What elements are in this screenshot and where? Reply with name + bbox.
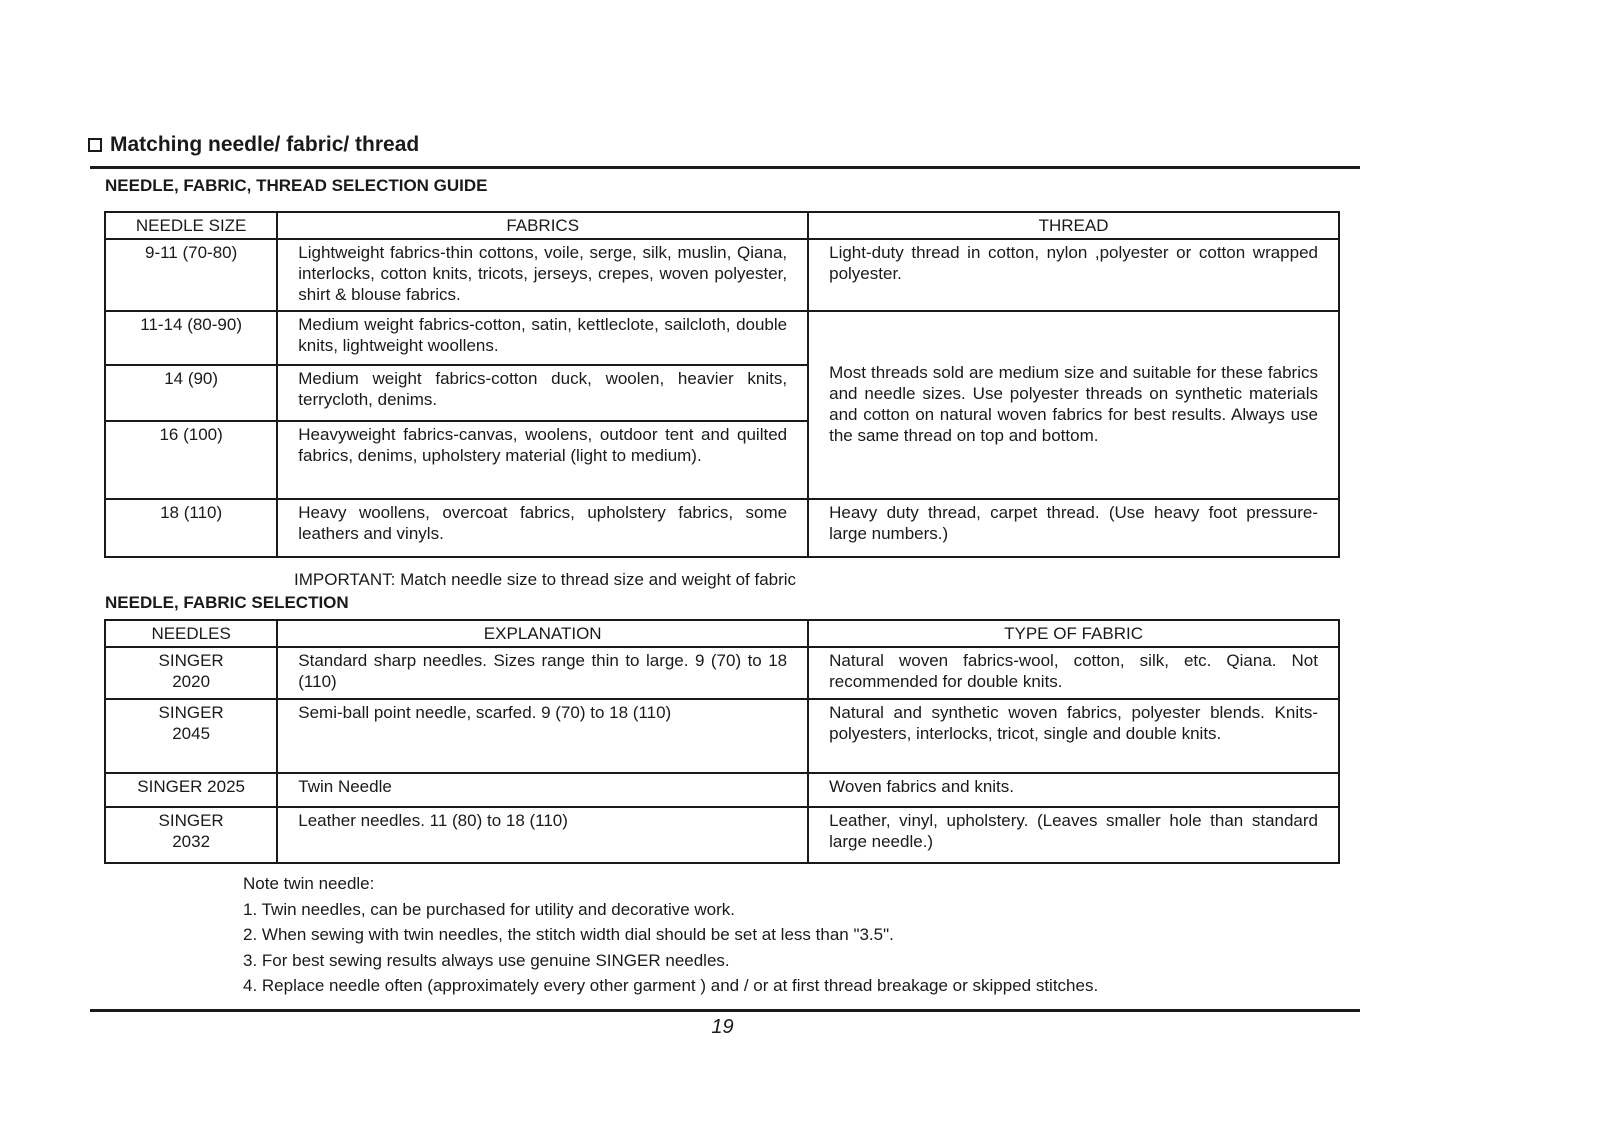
table-row — [105, 499, 1339, 557]
note-item: 1. Twin needles, can be purchased for utility and decorative work. — [243, 899, 736, 919]
table-row — [105, 311, 1339, 365]
fabric-type-cell: Leather, vinyl, upholstery. (Leaves smaller hole than standard large needle.) — [808, 807, 1339, 863]
fabrics-cell: Medium weight fabrics-cotton, satin, kettleclote, sailcloth, double knits, lightweight woollens. — [277, 311, 808, 365]
table-row — [105, 773, 1339, 807]
section-heading — [88, 133, 419, 157]
header-needle-size: NEEDLE SIZE — [105, 212, 277, 239]
needle-size-cell: 11-14 (80-90) — [105, 311, 277, 365]
fabric-type-cell: Natural and synthetic woven fabrics, polyester blends. Knits-polyesters, interlocks, tricot, single and double knits. — [808, 699, 1339, 773]
page-number: 19 — [711, 1016, 734, 1038]
table-header-row — [105, 212, 1339, 239]
header-fabrics: FABRICS — [277, 212, 808, 239]
header-explanation: EXPLANATION — [277, 620, 808, 647]
important-note: IMPORTANT: Match needle size to thread size and weight of fabric — [294, 570, 797, 589]
needle-size-cell: 16 (100) — [105, 421, 277, 499]
section-heading-text: Matching needle/ fabric/ thread — [110, 133, 420, 156]
explanation-cell: Leather needles. 11 (80) to 18 (110) — [277, 807, 808, 863]
table-header-row — [105, 620, 1339, 647]
header-thread: THREAD — [808, 212, 1339, 239]
fabrics-cell: Medium weight fabrics-cotton duck, woolen, heavier knits, terrycloth, denims. — [277, 365, 808, 421]
note-item: 3. For best sewing results always use genuine SINGER needles. — [243, 950, 730, 970]
needle-size-cell: 14 (90) — [105, 365, 277, 421]
twin-needle-notes — [243, 871, 1098, 999]
selection-title: NEEDLE, FABRIC SELECTION — [105, 593, 349, 612]
fabric-type-cell: Woven fabrics and knits. — [808, 773, 1339, 807]
bottom-divider — [90, 1009, 1360, 1012]
needle-fabric-selection-table — [104, 619, 1340, 864]
explanation-cell: Standard sharp needles. Sizes range thin to large. 9 (70) to 18 (110) — [277, 647, 808, 699]
needle-size-cell: 9-11 (70-80) — [105, 239, 277, 311]
notes-title: Note twin needle: — [243, 874, 375, 893]
table-row — [105, 807, 1339, 863]
explanation-cell: Twin Needle — [277, 773, 808, 807]
guide-title: NEEDLE, FABRIC, THREAD SELECTION GUIDE — [105, 176, 488, 195]
needle-cell: SINGER 2045 — [105, 699, 277, 773]
fabrics-cell: Heavyweight fabrics-canvas, woolens, outdoor tent and quilted fabrics, denims, upholstery material (light to medium). — [277, 421, 808, 499]
needle-size-cell: 18 (110) — [105, 499, 277, 557]
table-row — [105, 647, 1339, 699]
needle-cell: SINGER 2032 — [105, 807, 277, 863]
header-needles: NEEDLES — [105, 620, 277, 647]
fabrics-cell: Heavy woollens, overcoat fabrics, upholstery fabrics, some leathers and vinyls. — [277, 499, 808, 557]
needle-fabric-thread-table — [104, 211, 1340, 558]
thread-cell: Light-duty thread in cotton, nylon ,polyester or cotton wrapped polyester. — [808, 239, 1339, 311]
needle-cell: SINGER 2025 — [105, 773, 277, 807]
needle-cell: SINGER 2020 — [105, 647, 277, 699]
note-item: 2. When sewing with twin needles, the stitch width dial should be set at less than "3.5". — [243, 925, 894, 944]
header-type-of-fabric: TYPE OF FABRIC — [808, 620, 1339, 647]
checkbox-icon — [88, 138, 102, 152]
fabric-type-cell: Natural woven fabrics-wool, cotton, silk, etc. Qiana. Not recommended for double knits. — [808, 647, 1339, 699]
top-divider — [90, 166, 1360, 169]
fabrics-cell: Lightweight fabrics-thin cottons, voile, serge, silk, muslin, Qiana, interlocks, cotton knits, tricots, jerseys, crepes, woven polyester, shirt & blouse fabrics. — [277, 239, 808, 311]
note-item: 4. Replace needle often (approximately every other garment ) and / or at first thread breakage or skipped stitches. — [243, 976, 1099, 995]
thread-cell: Heavy duty thread, carpet thread. (Use heavy foot pressure-large numbers.) — [808, 499, 1339, 557]
table-row — [105, 699, 1339, 773]
explanation-cell: Semi-ball point needle, scarfed. 9 (70) to 18 (110) — [277, 699, 808, 773]
table-row — [105, 239, 1339, 311]
thread-cell: Most threads sold are medium size and suitable for these fabrics and needle sizes. Use polyester threads on synthetic materials and cotton on natural woven fabrics for best results. Always use the same thread on top and bottom. — [808, 311, 1339, 499]
